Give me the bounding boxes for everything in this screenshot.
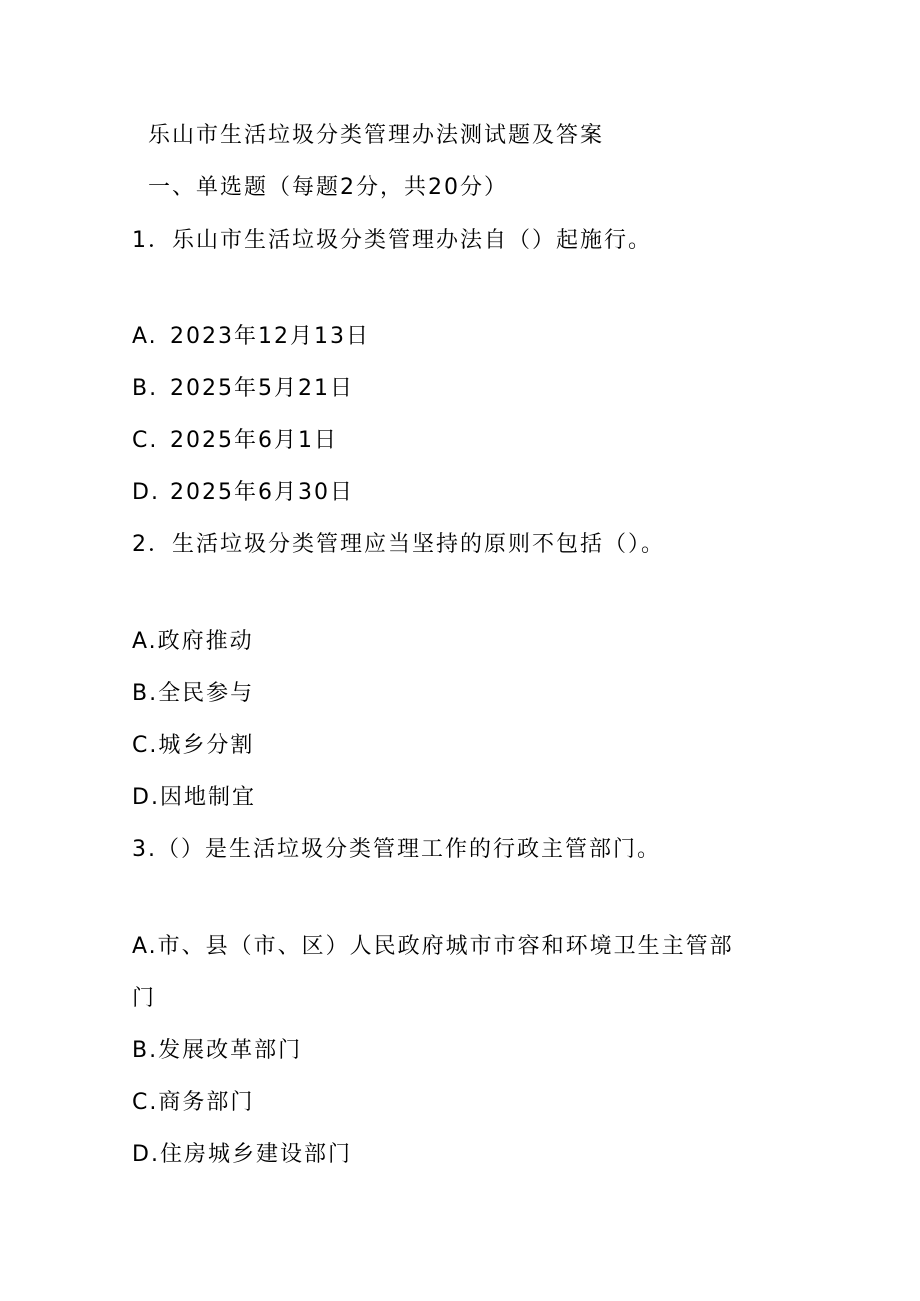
option-label: A. — [132, 324, 158, 349]
option-label: A. — [132, 934, 158, 959]
question-3-option-b — [132, 1036, 302, 1066]
option-text: 全民参与 — [158, 681, 255, 706]
option-label: B. — [132, 376, 159, 401]
option-text: 因地制宜 — [159, 785, 256, 810]
question-3-stem: 3.（）是生活垃圾分类管理工作的行政主管部门。 — [132, 837, 661, 862]
question-3-option-d — [132, 1140, 352, 1170]
question-3-option-a-continuation: 门 — [132, 986, 157, 1011]
question-3-option-c — [132, 1088, 254, 1118]
option-text: 城乡分割 — [158, 733, 255, 758]
document-title: 乐山市生活垃圾分类管理办法测试题及答案 — [148, 123, 605, 148]
option-text: 政府推动 — [157, 629, 254, 654]
question-1-option-b — [132, 374, 354, 404]
question-1-option-d — [132, 478, 354, 508]
question-3-option-a — [132, 932, 734, 962]
option-text: 发展改革部门 — [158, 1038, 303, 1063]
option-label: C. — [132, 428, 159, 453]
option-text: 商务部门 — [158, 1090, 255, 1115]
question-1-option-a — [132, 322, 370, 352]
option-text: 2025年5月21日 — [170, 376, 354, 401]
question-2-option-d — [132, 783, 256, 813]
question-1-stem: 1．乐山市生活垃圾分类管理办法自（）起施行。 — [132, 228, 652, 253]
section-heading: 一、单选题（每题2分，共20分） — [148, 175, 508, 200]
option-text: 市、县（市、区）人民政府城市市容和环境卫生主管部 — [157, 934, 734, 959]
question-1-option-c — [132, 426, 338, 456]
option-text: 2023年12月13日 — [170, 324, 370, 349]
option-label: C. — [132, 733, 159, 758]
option-text: 2025年6月1日 — [170, 428, 338, 453]
option-label: A. — [132, 629, 158, 654]
option-text: 2025年6月30日 — [170, 480, 354, 505]
option-label: C. — [132, 1090, 159, 1115]
question-2-stem: 2．生活垃圾分类管理应当坚持的原则不包括（）。 — [132, 532, 665, 557]
question-2-option-c — [132, 731, 254, 761]
option-label: B. — [132, 681, 159, 706]
option-label: D. — [132, 1142, 160, 1167]
option-label: D. — [132, 785, 160, 810]
option-label: B. — [132, 1038, 159, 1063]
question-2-option-b — [132, 679, 254, 709]
option-text: 住房城乡建设部门 — [159, 1142, 352, 1167]
option-label: D. — [132, 480, 160, 505]
question-2-option-a — [132, 627, 254, 657]
